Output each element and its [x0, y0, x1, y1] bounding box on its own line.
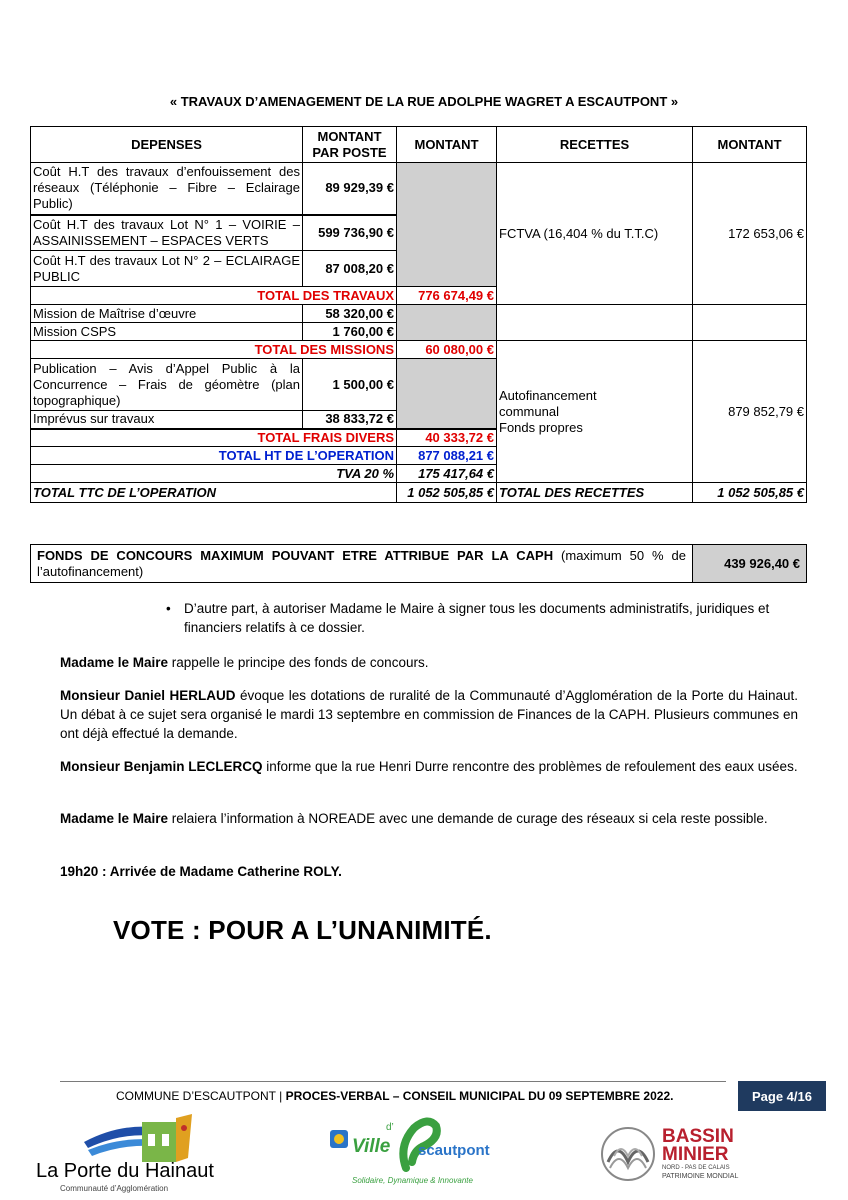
recette-autofinancement-label: Autofinancement communal Fonds propres — [497, 341, 693, 483]
empty-cell — [693, 305, 807, 341]
paragraph-arrivee: 19h20 : Arrivée de Madame Catherine ROLY. — [60, 864, 342, 879]
grey-cell — [397, 359, 497, 429]
paragraph-maire-2: Madame le Maire relaiera l’information à NOREADE avec une demande de curage des réseaux si cela reste possible. — [60, 811, 768, 826]
row-label: Coût H.T des travaux d’enfouissement des réseaux (Téléphonie – Fibre – Eclairage Public) — [31, 163, 303, 215]
bullet-text: D’autre part, à autoriser Madame le Maire à signer tous les documents administratifs, juridiques et financiers relatifs à ce dossier. — [184, 601, 770, 635]
fonds-concours-amount: 439 926,40 € — [693, 545, 807, 583]
table-header-row — [31, 127, 807, 163]
bassin-line-2: MINIER — [662, 1144, 729, 1165]
fonds-concours-label: FONDS DE CONCOURS MAXIMUM POUVANT ETRE ATTRIBUE PAR LA CAPH (maximum 50 % de l’autofinancement) — [31, 545, 693, 583]
porte-hainaut-logo — [36, 1114, 216, 1196]
porte-hainaut-name: La Porte du Hainaut — [36, 1160, 214, 1182]
row-label: Publication – Avis d’Appel Public à la Concurrence – Frais de géomètre (plan topographique) — [31, 359, 303, 411]
budget-table — [30, 126, 807, 503]
header-montant-recettes: MONTANT — [693, 127, 807, 163]
ville-d: d’ — [386, 1122, 394, 1133]
row-label: Mission de Maîtrise d’œuvre — [31, 305, 303, 323]
header-depenses: DEPENSES — [31, 127, 303, 163]
paragraph-leclercq: Monsieur Benjamin LECLERCQ informe que la rue Henri Durre rencontre des problèmes de refoulement des eaux usées. — [60, 759, 798, 774]
total-travaux-amount: 776 674,49 € — [397, 287, 497, 305]
tva-label: TVA 20 % — [31, 465, 397, 483]
tva-amount: 175 417,64 € — [397, 465, 497, 483]
total-recettes-label: TOTAL DES RECETTES — [497, 483, 693, 503]
row-label: Coût H.T des travaux Lot N° 2 – ECLAIRAGE PUBLIC — [31, 251, 303, 287]
row-amount: 38 833,72 € — [303, 411, 397, 429]
empty-cell — [497, 305, 693, 341]
total-ttc-amount: 1 052 505,85 € — [397, 483, 497, 503]
document-title: « TRAVAUX D’AMENAGEMENT DE LA RUE ADOLPHE WAGRET A ESCAUTPONT » — [169, 94, 679, 109]
bassin-minier-logo — [600, 1124, 770, 1188]
fonds-concours-table — [30, 544, 807, 583]
porte-hainaut-subtitle: Communauté d’Agglomération — [60, 1184, 169, 1193]
bassin-line-1: BASSIN — [662, 1126, 734, 1147]
bassin-line-4: PATRIMOINE MONDIAL — [662, 1173, 739, 1180]
total-recettes-amount: 1 052 505,85 € — [693, 483, 807, 503]
header-recettes: RECETTES — [497, 127, 693, 163]
total-travaux-label: TOTAL DES TRAVAUX — [31, 287, 397, 305]
total-frais-amount: 40 333,72 € — [397, 429, 497, 447]
total-ht-amount: 877 088,21 € — [397, 447, 497, 465]
grey-cell — [397, 305, 497, 341]
table-row-total — [31, 341, 807, 359]
header-montant: MONTANT — [397, 127, 497, 163]
row-label: Imprévus sur travaux — [31, 411, 303, 429]
ville-name: scautpont — [418, 1142, 490, 1159]
total-missions-amount: 60 080,00 € — [397, 341, 497, 359]
bassin-minier-emblem-icon — [600, 1126, 656, 1182]
ville-prefix: Ville — [352, 1136, 391, 1157]
row-amount: 599 736,90 € — [303, 215, 397, 251]
row-label: Mission CSPS — [31, 323, 303, 341]
ville-escautpont-logo — [322, 1116, 492, 1196]
row-amount: 58 320,00 € — [303, 305, 397, 323]
vote-result: VOTE : POUR A L’UNANIMITÉ. — [113, 915, 492, 945]
grey-cell — [397, 163, 497, 287]
footer-divider — [60, 1081, 726, 1082]
row-label: Coût H.T des travaux Lot N° 1 – VOIRIE – ASSAINISSEMENT – ESPACES VERTS — [31, 215, 303, 251]
row-amount: 1 760,00 € — [303, 323, 397, 341]
bullet-icon: • — [166, 601, 171, 616]
recette-fctva-label: FCTVA (16,404 % du T.T.C) — [497, 163, 693, 305]
table-row-grand-total — [31, 483, 807, 503]
footer-text: COMMUNE D’ESCAUTPONT | PROCES-VERBAL – CONSEIL MUNICIPAL DU 09 SEPTEMBRE 2022. — [116, 1089, 674, 1103]
header-montant-par-poste: MONTANT PAR POSTE — [303, 127, 397, 163]
row-amount: 87 008,20 € — [303, 251, 397, 287]
paragraph-maire-1: Madame le Maire rappelle le principe des fonds de concours. — [60, 655, 429, 670]
recette-fctva-amount: 172 653,06 € — [693, 163, 807, 305]
bullet-item — [166, 599, 804, 637]
total-ttc-label: TOTAL TTC DE L’OPERATION — [31, 483, 397, 503]
recette-autofinancement-amount: 879 852,79 € — [693, 341, 807, 483]
total-missions-label: TOTAL DES MISSIONS — [31, 341, 397, 359]
total-frais-label: TOTAL FRAIS DIVERS — [31, 429, 397, 447]
ville-slogan: Solidaire, Dynamique & Innovante — [352, 1176, 473, 1185]
table-row — [31, 163, 807, 215]
page-number-badge: Page 4/16 — [738, 1081, 826, 1111]
paragraph-herlaud: Monsieur Daniel HERLAUD évoque les dotations de ruralité de la Communauté d’Agglomération de la Porte du Hainaut. Un débat à ce sujet sera organisé le mardi 13 septembre en commission de Finances de la CAPH. Plusieurs communes en ont déjà effectué la demande. — [60, 688, 798, 741]
row-amount: 89 929,39 € — [303, 163, 397, 215]
total-ht-label: TOTAL HT DE L’OPERATION — [31, 447, 397, 465]
bassin-line-3: NORD - PAS DE CALAIS — [662, 1165, 730, 1171]
porte-hainaut-emblem-icon — [82, 1114, 202, 1166]
row-amount: 1 500,00 € — [303, 359, 397, 411]
table-row — [31, 305, 807, 323]
